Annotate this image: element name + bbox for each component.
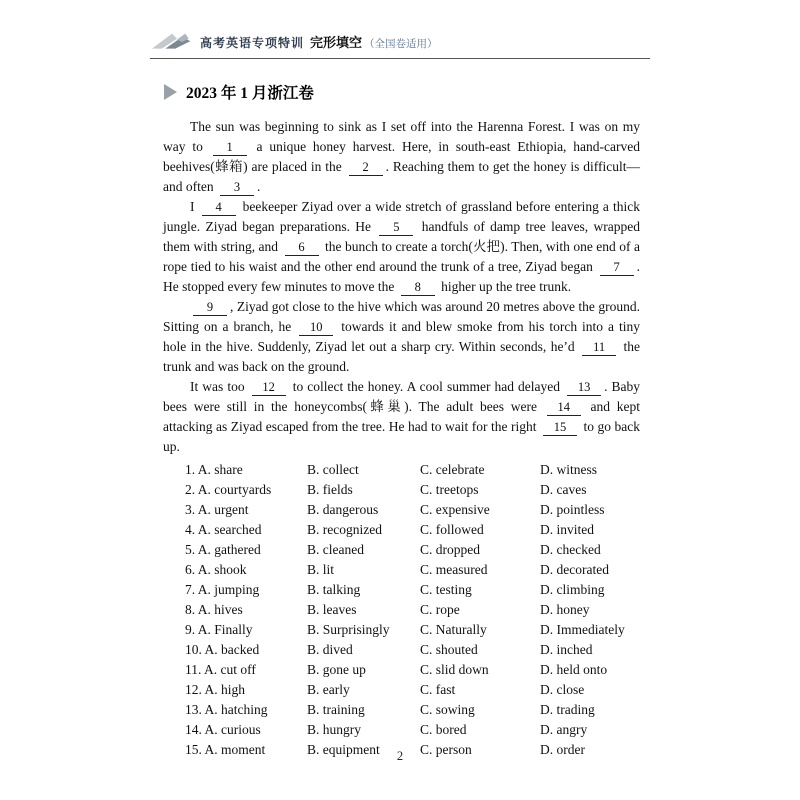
option-b: B. Surprisingly [307, 622, 390, 637]
page-number: 2 [396, 749, 404, 763]
question-row [185, 680, 650, 700]
page-footer [0, 749, 800, 764]
header-series-title: 高考英语专项特训 [200, 36, 305, 50]
question-number-and-option-a: 1. A. share [185, 462, 243, 477]
cloze-blank-3: 3 [220, 180, 254, 196]
option-c: C. celebrate [420, 462, 485, 477]
question-row [185, 460, 650, 480]
header-topic-title: 完形填空 [310, 35, 363, 50]
question-number-and-option-a: 8. A. hives [185, 602, 243, 617]
option-d: D. angry [540, 722, 588, 737]
option-d: D. climbing [540, 582, 605, 597]
question-row [185, 540, 650, 560]
option-b: B. leaves [307, 602, 357, 617]
passage-paragraph: The sun was beginning to sink as I set off into the Harenna Forest. I was on my way to 1 a unique honey harvest. Here, in south-east Ethiopia, hand-carved beehives(蜂箱) are placed in the 2 . Reaching them to get the honey is difficult—and often 3 . [163, 119, 640, 194]
question-number-and-option-a: 6. A. shook [185, 562, 247, 577]
cloze-blank-10: 10 [299, 320, 333, 336]
option-d: D. caves [540, 482, 587, 497]
option-b: B. dangerous [307, 502, 379, 517]
option-b: B. dived [307, 642, 353, 657]
option-c: C. testing [420, 582, 472, 597]
cloze-blank-4: 4 [202, 200, 236, 216]
question-row [185, 720, 650, 740]
options-table [185, 460, 650, 760]
question-row [185, 520, 650, 540]
option-d: D. Immediately [540, 622, 625, 637]
cloze-blank-8: 8 [401, 280, 435, 296]
option-b: B. training [307, 702, 365, 717]
option-c: C. shouted [420, 642, 478, 657]
option-c: C. Naturally [420, 622, 487, 637]
option-d: D. honey [540, 602, 590, 617]
question-row [185, 560, 650, 580]
option-d: D. pointless [540, 502, 605, 517]
option-d: D. checked [540, 542, 601, 557]
passage-paragraph: It was too 12 to collect the honey. A cool summer had delayed 13 . Baby bees were still in the honeycombs(蜂巢). The adult bees were 14 and kept attacking as Ziyad escaped from the tree. He had to wait for the right 15 to go back up. [163, 379, 640, 454]
section-title-row [164, 81, 650, 103]
cloze-blank-1: 1 [213, 140, 247, 156]
option-c: C. treetops [420, 482, 479, 497]
question-number-and-option-a: 13. A. hatching [185, 702, 268, 717]
option-d: D. order [540, 742, 585, 757]
question-number-and-option-a: 11. A. cut off [185, 662, 256, 677]
question-number-and-option-a: 9. A. Finally [185, 622, 253, 637]
option-c: C. expensive [420, 502, 490, 517]
passage-paragraph: I 4 beekeeper Ziyad over a wide stretch of grassland before entering a thick jungle. Ziyad began preparations. He 5 handfuls of damp tree leaves, wrapped them with string, and 6 the bunch to create a torch(火把). Then, with one end of a rope tied to his waist and the other end around the trunk of a tree, Ziyad began 7 . He stopped every few minutes to move the 8 higher up the tree trunk. [163, 199, 641, 294]
question-row [185, 600, 650, 620]
question-number-and-option-a: 4. A. searched [185, 522, 262, 537]
question-row [185, 700, 650, 720]
option-b: B. talking [307, 582, 361, 597]
cloze-blank-13: 13 [567, 380, 601, 396]
option-d: D. witness [540, 462, 597, 477]
passage-paragraph: 9 , Ziyad got close to the hive which was around 20 metres above the ground. Sitting on a branch, he 10 towards it and blew smoke from his torch into a tiny hole in the hive. Suddenly, Ziyad let out a sharp cry. Within seconds, he’d 11 the trunk and was back on the ground. [163, 299, 641, 374]
option-c: C. dropped [420, 542, 480, 557]
cloze-blank-15: 15 [543, 420, 577, 436]
question-number-and-option-a: 15. A. moment [185, 742, 266, 757]
cloze-blank-9: 9 [193, 300, 227, 316]
option-d: D. held onto [540, 662, 608, 677]
question-number-and-option-a: 14. A. curious [185, 722, 261, 737]
option-c: C. followed [420, 522, 484, 537]
option-b: B. hungry [307, 722, 361, 737]
option-c: C. rope [420, 602, 460, 617]
header-divider [150, 58, 650, 59]
option-b: B. cleaned [307, 542, 364, 557]
option-b: B. equipment [307, 742, 380, 757]
cloze-blank-14: 14 [547, 400, 581, 416]
option-c: C. measured [420, 562, 488, 577]
option-d: D. decorated [540, 562, 609, 577]
option-c: C. sowing [420, 702, 475, 717]
cloze-blank-7: 7 [600, 260, 634, 276]
question-row [185, 660, 650, 680]
header-row [150, 32, 650, 52]
question-row [185, 620, 650, 640]
question-row [185, 640, 650, 660]
option-d: D. inched [540, 642, 593, 657]
question-number-and-option-a: 5. A. gathered [185, 542, 261, 557]
question-number-and-option-a: 12. A. high [185, 682, 246, 697]
question-row [185, 500, 650, 520]
question-row [185, 480, 650, 500]
question-number-and-option-a: 7. A. jumping [185, 582, 260, 597]
cloze-blank-5: 5 [379, 220, 413, 236]
brand-swoosh-icon [152, 32, 192, 52]
cloze-blank-12: 12 [252, 380, 286, 396]
option-b: B. fields [307, 482, 353, 497]
passage [163, 117, 640, 457]
option-b: B. early [307, 682, 350, 697]
cloze-blank-11: 11 [582, 340, 616, 356]
option-b: B. recognized [307, 522, 382, 537]
option-b: B. gone up [307, 662, 366, 677]
cloze-blank-6: 6 [285, 240, 319, 256]
option-b: B. collect [307, 462, 359, 477]
question-number-and-option-a: 2. A. courtyards [185, 482, 272, 497]
question-number-and-option-a: 3. A. urgent [185, 502, 249, 517]
option-d: D. trading [540, 702, 595, 717]
option-d: D. close [540, 682, 585, 697]
option-c: C. bored [420, 722, 467, 737]
header-scope-note: （全国卷适用） [364, 38, 438, 50]
section-title: 2023 年 1 月浙江卷 [186, 85, 314, 102]
option-d: D. invited [540, 522, 594, 537]
option-c: C. slid down [420, 662, 489, 677]
option-b: B. lit [307, 562, 335, 577]
cloze-blank-2: 2 [349, 160, 383, 176]
option-c: C. fast [420, 682, 456, 697]
question-number-and-option-a: 10. A. backed [185, 642, 260, 657]
option-c: C. person [420, 742, 472, 757]
page-header [150, 32, 650, 59]
section-marker-icon [164, 84, 177, 100]
question-row [185, 580, 650, 600]
